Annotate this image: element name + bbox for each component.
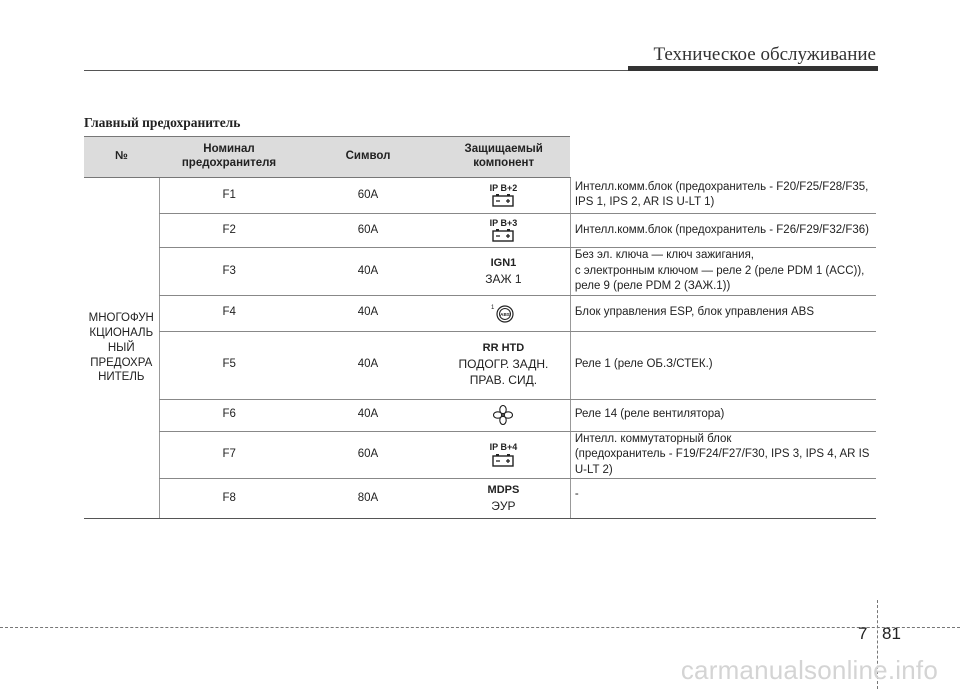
fuse-symbol-label: RR HTD (482, 342, 525, 355)
fuse-component: Реле 1 (реле ОБ.З/СТЕК.) (570, 331, 876, 399)
fuse-component: Интелл.комм.блок (предохранитель - F20/F25/F28/F35, IPS 1, IPS 2, AR IS U-LT 1) (570, 178, 876, 214)
table-row (84, 178, 876, 214)
fuse-symbol (437, 479, 570, 519)
fuse-component: Реле 14 (реле вентилятора) (570, 399, 876, 431)
fuse-component (570, 248, 876, 296)
fuse-table (84, 136, 876, 519)
footer-dashed-rule (0, 627, 960, 628)
fuse-symbol-label: IGN1 (490, 256, 517, 269)
column-header-rating: Номинал предохранителя (159, 137, 299, 178)
fuse-symbol-sublabel: ЭУР (491, 498, 516, 513)
fuse-symbol (437, 431, 570, 479)
fuse-symbol (437, 331, 570, 399)
fuse-rating: 60A (299, 178, 437, 214)
fan-icon (493, 405, 513, 425)
fuse-component-line: с электронным ключом — реле 2 (реле PDM 1 (ACC)), реле 9 (реле PDM 2 (ЗАЖ.1)) (574, 264, 865, 293)
fuse-symbol (437, 214, 570, 248)
fuse-component-line: (предохранитель - F19/F24/F27/F30, IPS 3, IPS 4, AR IS U-LT 2) (574, 448, 870, 476)
fuse-number: F6 (159, 399, 299, 431)
battery-icon (492, 453, 514, 467)
chapter-number: 7 (858, 624, 868, 643)
fuse-rating: 40A (299, 248, 437, 296)
fuse-number: F3 (159, 248, 299, 296)
table-header-row (84, 137, 876, 178)
table-row (84, 248, 876, 296)
page-header-title: Техническое обслуживание (653, 44, 876, 65)
fuse-rating: 60A (299, 214, 437, 248)
fuse-symbol-label: IP B+4 (489, 441, 518, 452)
column-header-symbol: Символ (299, 137, 437, 178)
table-row (84, 331, 876, 399)
fuse-symbol (437, 248, 570, 296)
fuse-symbol (437, 399, 570, 431)
fuse-component-line: Интелл. коммутаторный блок (574, 432, 732, 445)
fuse-symbol-label: MDPS (487, 484, 520, 497)
page-number: 81 (882, 624, 901, 643)
fuse-group-label-text: МНОГОФУН КЦИОНАЛЬ НЫЙ ПРЕДОХРА НИТЕЛЬ (88, 311, 154, 384)
fuse-number: F1 (159, 178, 299, 214)
header-accent-bar (628, 66, 878, 71)
fuse-rating: 40A (299, 331, 437, 399)
fuse-number: F7 (159, 431, 299, 479)
svg-text:1: 1 (491, 305, 495, 312)
fuse-component: Интелл.комм.блок (предохранитель - F26/F29/F32/F36) (570, 214, 876, 248)
fuse-symbol (437, 295, 570, 331)
fuse-rating: 80A (299, 479, 437, 519)
table-row (84, 431, 876, 479)
column-header-component: Защищаемый компонент (437, 137, 570, 178)
table-row (84, 479, 876, 519)
fuse-number: F5 (159, 331, 299, 399)
fuse-number: F4 (159, 295, 299, 331)
table-row (84, 214, 876, 248)
fuse-rating: 40A (299, 399, 437, 431)
fuse-component-line: Без эл. ключа — ключ зажигания, (574, 249, 754, 261)
fuse-number: F2 (159, 214, 299, 248)
fuse-symbol-label: IP B+2 (489, 182, 518, 193)
table-row (84, 399, 876, 431)
column-header-no: № (84, 137, 159, 178)
fuse-symbol (437, 178, 570, 214)
fuse-rating: 60A (299, 431, 437, 479)
fuse-symbol-sublabel: ЗАЖ 1 (485, 271, 522, 286)
section-title: Главный предохранитель (84, 115, 241, 130)
battery-icon (492, 228, 514, 242)
fuse-component: Блок управления ESP, блок управления ABS (570, 295, 876, 331)
abs-icon-text: ABS (500, 312, 511, 318)
fuse-number: F8 (159, 479, 299, 519)
fuse-group-label (84, 178, 159, 519)
watermark: carmanualsonline.info (680, 655, 938, 685)
fuse-rating: 40A (299, 295, 437, 331)
fuse-symbol-label: IP B+3 (489, 217, 518, 228)
abs-icon (490, 302, 516, 324)
battery-icon (492, 193, 514, 207)
fuse-component: - (570, 479, 876, 519)
fuse-component (570, 431, 876, 479)
fuse-symbol-sublabel: ПОДОГР. ЗАДН. ПРАВ. СИД. (458, 357, 549, 388)
table-row (84, 295, 876, 331)
